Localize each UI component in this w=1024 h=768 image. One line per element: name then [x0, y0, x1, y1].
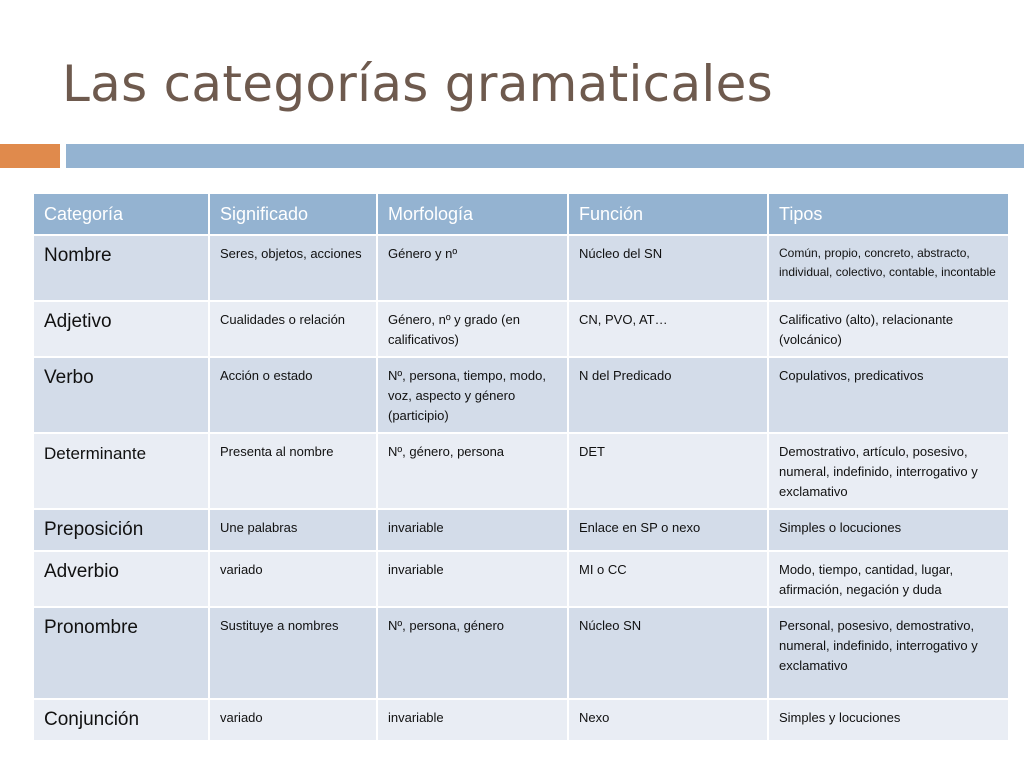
cell-tipos: Calificativo (alto), relacionante (volcánico): [768, 301, 1009, 357]
cell-funcion: Núcleo del SN: [568, 235, 768, 301]
slide-title: Las categorías gramaticales: [62, 55, 774, 113]
cell-funcion: MI o CC: [568, 551, 768, 607]
cell-significado: Cualidades o relación: [209, 301, 377, 357]
cell-categoria: Adverbio: [33, 551, 209, 607]
header-significado: Significado: [209, 193, 377, 235]
table-row: [33, 509, 1009, 551]
cell-tipos: Demostrativo, artículo, posesivo, numeral, indefinido, interrogativo y exclamativo: [768, 433, 1009, 509]
header-funcion: Función: [568, 193, 768, 235]
cell-categoria: Preposición: [33, 509, 209, 551]
cell-tipos: Común, propio, concreto, abstracto, individual, colectivo, contable, incontable: [768, 235, 1009, 301]
header-categoria: Categoría: [33, 193, 209, 235]
header-morfologia: Morfología: [377, 193, 568, 235]
cell-funcion: CN, PVO, AT…: [568, 301, 768, 357]
cell-significado: Acción o estado: [209, 357, 377, 433]
cell-morfologia: Nº, persona, género: [377, 607, 568, 699]
cell-tipos: Modo, tiempo, cantidad, lugar, afirmación, negación y duda: [768, 551, 1009, 607]
cell-funcion: N del Predicado: [568, 357, 768, 433]
cell-morfologia: Género y nº: [377, 235, 568, 301]
cell-significado: variado: [209, 699, 377, 741]
cell-significado: Sustituye a nombres: [209, 607, 377, 699]
cell-significado: variado: [209, 551, 377, 607]
cell-categoria: Verbo: [33, 357, 209, 433]
table-row: [33, 235, 1009, 301]
cell-funcion: Enlace en SP o nexo: [568, 509, 768, 551]
table-row: [33, 301, 1009, 357]
cell-significado: Une palabras: [209, 509, 377, 551]
cell-significado: Presenta al nombre: [209, 433, 377, 509]
cell-funcion: Núcleo SN: [568, 607, 768, 699]
cell-morfologia: invariable: [377, 551, 568, 607]
cell-funcion: DET: [568, 433, 768, 509]
cell-morfologia: invariable: [377, 699, 568, 741]
table-row: [33, 433, 1009, 509]
cell-morfologia: invariable: [377, 509, 568, 551]
header-tipos: Tipos: [768, 193, 1009, 235]
cell-significado: Seres, objetos, acciones: [209, 235, 377, 301]
cell-categoria: Conjunción: [33, 699, 209, 741]
table-row: [33, 551, 1009, 607]
accent-bar-orange: [0, 144, 60, 168]
cell-categoria: Adjetivo: [33, 301, 209, 357]
accent-bar-blue: [66, 144, 1024, 168]
cell-morfologia: Nº, género, persona: [377, 433, 568, 509]
table-row: [33, 699, 1009, 741]
cell-morfologia: Género, nº y grado (en calificativos): [377, 301, 568, 357]
table-row: [33, 357, 1009, 433]
cell-funcion: Nexo: [568, 699, 768, 741]
grammar-table: [32, 192, 1010, 742]
cell-morfologia: Nº, persona, tiempo, modo, voz, aspecto y género (participio): [377, 357, 568, 433]
cell-tipos: Personal, posesivo, demostrativo, numeral, indefinido, interrogativo y exclamativo: [768, 607, 1009, 699]
table-header-row: [33, 193, 1009, 235]
cell-tipos: Simples o locuciones: [768, 509, 1009, 551]
cell-categoria: Determinante: [33, 433, 209, 509]
cell-tipos: Simples y locuciones: [768, 699, 1009, 741]
table-row: [33, 607, 1009, 699]
cell-tipos: Copulativos, predicativos: [768, 357, 1009, 433]
cell-categoria: Nombre: [33, 235, 209, 301]
cell-categoria: Pronombre: [33, 607, 209, 699]
